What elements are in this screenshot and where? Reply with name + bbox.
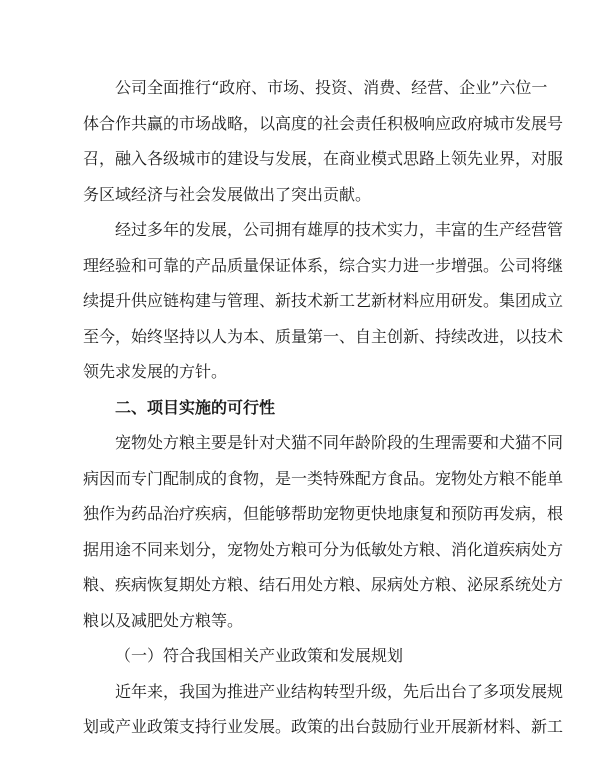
section-heading: 二、项目实施的可行性 [115,398,276,417]
paragraph-2-line-5: 领先求发展的方针。 [83,362,228,381]
subsection-heading: （一）符合我国相关产业政策和发展规划 [115,646,404,665]
subsection-paragraph-line-2: 划或产业政策支持行业发展。政策的出台鼓励行业开展新材料、新工 [83,717,564,736]
section-paragraph-line-3: 独作为药品治疗疾病，但能够帮助宠物更快地康复和预防再发病，根 [83,504,564,523]
section-paragraph-line-1: 宠物处方粮主要是针对犬猫不同年龄阶段的生理需要和犬猫不同 [115,433,564,452]
paragraph-2-line-4: 至今，始终坚持以人为本、质量第一、自主创新、持续改进，以技术 [83,327,564,346]
paragraph-2-line-2: 理经验和可靠的产品质量保证体系，综合实力进一步增强。公司将继 [83,256,564,275]
section-paragraph-line-6: 粮以及减肥处方粮等。 [83,611,244,630]
section-paragraph-line-5: 粮、疾病恢复期处方粮、结石用处方粮、尿病处方粮、泌尿系统处方 [83,575,564,594]
paragraph-1-line-1: 公司全面推行“政府、市场、投资、消费、经营、企业”六位一 [115,78,548,97]
paragraph-1-line-3: 召，融入各级城市的建设与发展，在商业模式思路上领先业界，对服 [83,149,564,168]
paragraph-2-line-1: 经过多年的发展，公司拥有雄厚的技术实力，丰富的生产经营管 [115,220,564,239]
section-paragraph-line-2: 病因而专门配制成的食物，是一类特殊配方食品。宠物处方粮不能单 [83,469,564,488]
paragraph-2-line-3: 续提升供应链构建与管理、新技术新工艺新材料应用研发。集团成立 [83,291,564,310]
subsection-paragraph-line-1: 近年来，我国为推进产业结构转型升级，先后出台了多项发展规 [115,682,564,701]
paragraph-1-line-4: 务区域经济与社会发展做出了突出贡献。 [83,185,372,204]
paragraph-1-line-2: 体合作共赢的市场战略，以高度的社会责任积极响应政府城市发展号 [83,114,564,133]
section-paragraph-line-4: 据用途不同来划分，宠物处方粮可分为低敏处方粮、消化道疾病处方 [83,540,564,559]
